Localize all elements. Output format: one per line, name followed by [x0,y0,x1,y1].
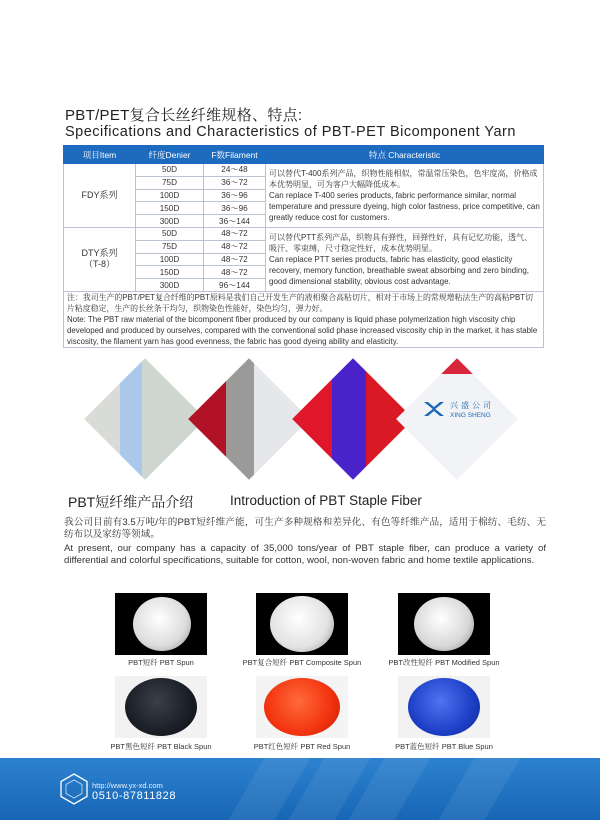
denier-cell: 300D [136,215,204,228]
denier-cell: 75D [136,240,204,253]
table-row [64,227,544,240]
dty-feature-cn: 可以替代PTT系列产品，织物具有弹性，回弹性好，具有记忆功能，透气、吸汗、零束缚，尺寸稳定性好，成本优势明显。 [269,232,533,253]
section1-title-cn: PBT/PET复合长丝纤维规格、特点: [65,107,303,124]
filament-cell: 36～96 [204,202,266,215]
denier-cell: 50D [136,227,204,240]
dty-feature-cell [266,227,544,291]
dty-type-sub: （T-8） [83,259,115,270]
filament-cell: 96～144 [204,279,266,292]
section1-title-en: Specifications and Characteristics of PBT-PET Bicomponent Yarn [65,124,516,140]
fiber-caption: PBT改性短纤 PBT Modified Spun [388,658,500,667]
fiber-image-composite [256,593,348,655]
denier-cell: 50D [136,164,204,177]
filament-cell: 36～144 [204,215,266,228]
fiber-image-spun [115,593,207,655]
dty-type-cell [64,227,136,291]
fiber-image-red [256,676,348,738]
filament-cell: 24～48 [204,164,266,177]
spec-table [63,145,544,348]
denier-cell: 300D [136,279,204,292]
header-denier: 纤度Denier [136,146,204,164]
fiber-image-blue [398,676,490,738]
header-item: 项目Item [64,146,136,164]
dty-type-label: DTY系列 [81,248,118,259]
fiber-caption: PBT黑色短纤 PBT Black Spun [110,742,212,751]
fiber-image-modified [398,593,490,655]
fiber-image-black [115,676,207,738]
swatch-logo-image [396,358,518,480]
filament-cell: 48～72 [204,266,266,279]
logo-text-en: XING SHENG [450,412,491,419]
xingsheng-logo-icon [422,398,446,420]
table-note-row [64,291,544,347]
fdy-type-label: FDY系列 [81,189,118,200]
filament-cell: 36～72 [204,176,266,189]
fdy-type-cell [64,164,136,228]
footer-url[interactable]: http://www.yx-xd.com [92,781,163,790]
note-cn: 注：我司生产的PBT/PET复合纤维的PBT原料是我们自己开发生产的液相聚合高粘切片，相对于市场上的常规增粘法生产的高粘PBT切片粘度稳定，生产的长丝条干均匀，织物染色性能好，染色均匀，弹力好。 [67,292,534,313]
table-note-cell [64,291,544,347]
fiber-caption: PBT复合短纤 PBT Composite Spun [242,658,362,667]
table-header-row [64,146,544,164]
swatch-logo-fabric [396,358,518,480]
fiber-caption: PBT红色短纤 PBT Red Spun [253,742,351,751]
dty-feature-en: Can replace PTT series products, fabric has elasticity, good elasticity recovery, memory function, breathable sweat absorbing and zero binding, good dimensional stability, obvious cost advantage. [269,254,529,286]
denier-cell: 150D [136,202,204,215]
note-en: Note: The PBT raw material of the bicomponent fiber produced by our company is liquid phase polymerization high viscosity chip developed and produced by ourselves, compared with the conventional solid phase increased viscosity chip in the market, it has stable viscosity, the filament yarn has good evenness, the fabric has good dyeing ability and elasticity. [67,314,538,346]
denier-cell: 75D [136,176,204,189]
filament-cell: 48～72 [204,227,266,240]
hexagon-logo-icon [57,772,91,806]
fiber-caption: PBT蓝色短纤 PBT Blue Spun [395,742,493,751]
filament-cell: 48～72 [204,240,266,253]
fiber-caption: PBT短纤 PBT Spun [128,658,194,667]
section2-title-en: Introduction of PBT Staple Fiber [230,493,422,508]
filament-cell: 36～96 [204,189,266,202]
table-row [64,164,544,177]
footer-phone: 0510-87811828 [92,790,177,802]
footer-stripe [433,758,528,820]
fdy-feature-cn: 可以替代T-400系列产品，织物性能相似，常温常压染色，色牢度高，价格成本优势明显，可为客户大幅降低成本。 [269,168,538,189]
denier-cell: 100D [136,253,204,266]
logo-text-cn: 兴盛公司 [450,401,494,410]
filament-cell: 48～72 [204,253,266,266]
header-characteristic: 特点 Characteristic [266,146,544,164]
fdy-feature-cell [266,164,544,228]
header-filament: F数Filament [204,146,266,164]
fdy-feature-en: Can replace T-400 series products, fabric performance similar, normal temperature and pressure dyeing, high color fastness, price competitive, can greatly reduce cost for customers. [269,190,540,222]
section2-title-cn: PBT短纤维产品介绍 [68,494,194,510]
section2-intro-en: At present, our company has a capacity of 35,000 tons/year of PBT staple fiber, can produce a variety of differential and colorful specifications, suitable for cotton, wool, non-woven fabric and home textile applications. [64,543,546,566]
denier-cell: 150D [136,266,204,279]
denier-cell: 100D [136,189,204,202]
section2-intro-cn: 我公司目前有3.5万吨/年的PBT短纤维产能，可生产多种规格和差异化、有色等纤维产品，适用于棉纺、毛纺、无纺布以及家纺等领域。 [64,517,546,540]
